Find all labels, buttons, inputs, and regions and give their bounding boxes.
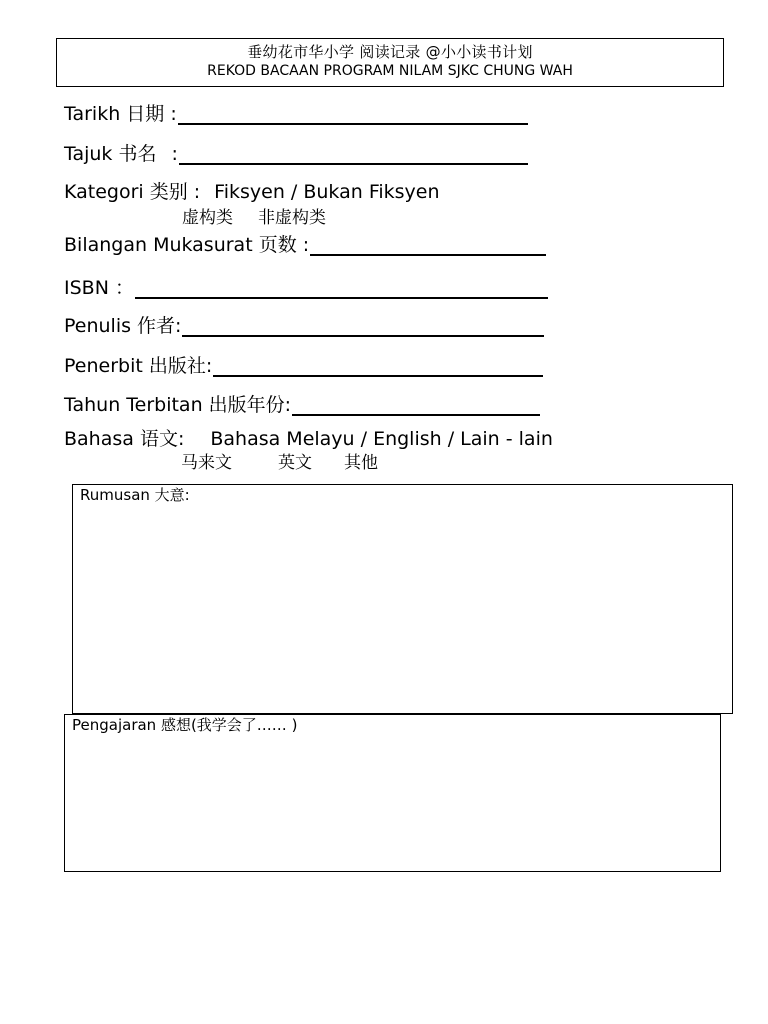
penerbit-label: Penerbit 出版社: (64, 355, 213, 377)
bahasa-chinese-options (0, 453, 768, 475)
isbn-label: ISBN ： (64, 277, 134, 299)
tahun-label: Tahun Terbitan 出版年份: (64, 394, 292, 416)
field-tajuk (64, 143, 528, 165)
penerbit-blank[interactable] (213, 357, 543, 377)
field-kategori (64, 181, 440, 203)
kategori-chinese-options (0, 208, 768, 230)
pengajaran-label: Pengajaran 感想(我学会了…… ) (72, 716, 298, 734)
field-tahun-terbitan (64, 394, 540, 416)
rumusan-box[interactable] (72, 484, 733, 714)
bahasa-sub-lain: 其他 (344, 453, 378, 473)
tarikh-blank[interactable] (178, 105, 528, 125)
tajuk-blank[interactable] (179, 145, 528, 165)
bilangan-blank[interactable] (310, 236, 546, 256)
tajuk-label: Tajuk 书名 (64, 143, 157, 165)
tahun-blank[interactable] (292, 396, 540, 416)
penulis-label: Penulis 作者: (64, 315, 182, 337)
bahasa-label: Bahasa 语文: (64, 428, 185, 450)
pengajaran-box[interactable] (64, 714, 721, 872)
field-penerbit (64, 355, 543, 377)
kategori-sub-fiksyen: 虚构类 (182, 208, 233, 228)
field-penulis (64, 315, 544, 337)
field-isbn (64, 277, 548, 299)
bahasa-sub-english: 英文 (278, 453, 312, 473)
penulis-blank[interactable] (182, 317, 544, 337)
isbn-blank[interactable] (135, 279, 548, 299)
field-bilangan-mukasurat (64, 234, 546, 256)
bahasa-sub-melayu: 马来文 (181, 453, 232, 473)
header-subtitle: REKOD BACAAN PROGRAM NILAM SJKC CHUNG WAH (207, 63, 573, 79)
kategori-options[interactable]: Fiksyen / Bukan Fiksyen (214, 181, 440, 203)
header-title: 垂幼花市华小学 阅读记录 @小小读书计划 (247, 43, 533, 61)
kategori-sub-bukan-fiksyen: 非虚构类 (258, 208, 326, 228)
tajuk-colon: : (171, 143, 178, 165)
kategori-label: Kategori 类别 : (64, 181, 201, 203)
field-bahasa (64, 428, 553, 450)
bahasa-options[interactable]: Bahasa Melayu / English / Lain - lain (210, 428, 553, 450)
bilangan-label: Bilangan Mukasurat 页数 : (64, 234, 310, 256)
field-tarikh (64, 103, 528, 125)
form-header (56, 38, 724, 87)
rumusan-label: Rumusan 大意: (80, 486, 190, 504)
tarikh-label: Tarikh 日期 : (64, 103, 177, 125)
